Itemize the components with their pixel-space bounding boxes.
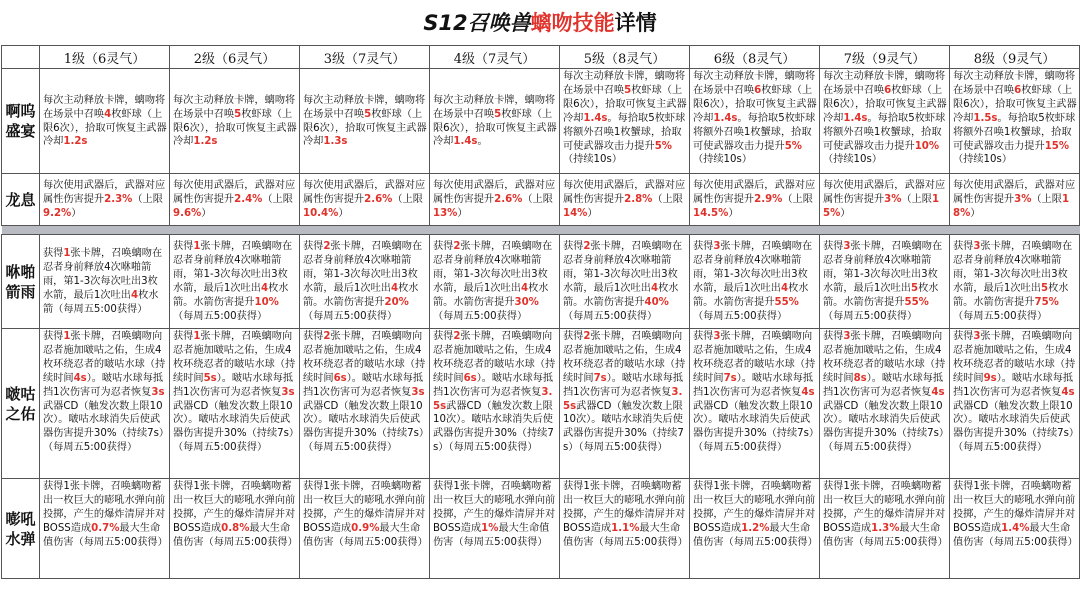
skill-detail-cell: 获得2张卡牌，召唤螭吻在忍者身前释放4次咻啪箭雨，第1-3次每次吐出3枚水箭，最后1次吐出4枚水箭。水箭伤害提升40%（每周五5:00获得） xyxy=(560,235,690,329)
highlight-value: 6s xyxy=(463,372,477,384)
highlight-value: 6 xyxy=(1014,84,1022,96)
highlight-value: 4 xyxy=(650,283,659,294)
skill-detail-cell: 每次主动释放卡牌，螭吻将在场景中召唤5枚虾球（上限6次），拾取可恢复主武器冷却1.2s xyxy=(170,69,300,174)
highlight-value: 6 xyxy=(884,84,892,96)
highlight-value: 0.8% xyxy=(221,522,250,534)
page-title xyxy=(0,0,1080,44)
skill-detail-cell: 获得3张卡牌，召唤螭吻在忍者身前释放4次咻啪箭雨，第1-3次每次吐出3枚水箭，最后1次吐出4枚水箭。水箭伤害提升55%（每周五5:00获得） xyxy=(690,235,820,329)
skill-detail-cell: 每次主动释放卡牌，螭吻将在场景中召唤6枚虾球（上限6次），拾取可恢复主武器冷却1.4s。每拾取5枚虾球将额外召唤1枚蟹球，拾取可使武器攻击力提升10%（持续10s） xyxy=(820,69,950,174)
level-header: 8级（9灵气） xyxy=(950,46,1080,69)
highlight-value: 3s xyxy=(151,386,165,398)
highlight-value: 3s xyxy=(411,386,425,398)
highlight-value: 1.4s xyxy=(713,112,738,124)
highlight-value: 1% xyxy=(481,522,499,534)
skill-name: 咻啪 箭雨 xyxy=(2,235,40,329)
highlight-value: 3% xyxy=(884,194,902,206)
skill-detail-cell: 获得3张卡牌，召唤螭吻在忍者身前释放4次咻啪箭雨，第1-3次每次吐出3枚水箭，最后1次吐出5枚水箭。水箭伤害提升75%（每周五5:00获得） xyxy=(950,235,1080,329)
highlight-value: 5 xyxy=(1040,283,1049,294)
highlight-value: 7s xyxy=(723,372,737,384)
highlight-value: 55% xyxy=(904,296,929,308)
skill-detail-cell: 获得1张卡牌，召唤螭吻向忍者施加啵咕之佑，生成4枚环绕忍者的啵咕水球（持续时间4s）。啵咕水球每抵挡1次伤害可为忍者恢复3s武器CD（触发次数上限10次）。啵咕水球消失后使武器伤害提升30%（持续7s）（每周五5:00获得） xyxy=(40,329,170,479)
skill-detail-cell: 每次使用武器后，武器对应属性伤害提升2.6%（上限10.4%） xyxy=(300,174,430,226)
skill-name: 啵咕 之佑 xyxy=(2,329,40,479)
skill-detail-cell: 获得1张卡牌，召唤螭吻在忍者身前释放4次咻啪箭雨，第1-3次每次吐出3枚水箭，最后1次吐出4枚水箭（每周五5:00获得） xyxy=(40,235,170,329)
highlight-value: 3s xyxy=(281,386,295,398)
highlight-value: 2.6% xyxy=(364,194,393,206)
table-row xyxy=(2,174,1080,226)
level-header: 1级（6灵气） xyxy=(40,46,170,69)
highlight-value: 2.9% xyxy=(754,194,783,206)
level-header: 4级（7灵气） xyxy=(430,46,560,69)
highlight-value: 3 xyxy=(973,331,981,342)
skill-detail-cell: 每次使用武器后，武器对应属性伤害提升2.9%（上限14.5%） xyxy=(690,174,820,226)
highlight-value: 14.5% xyxy=(693,207,729,219)
skill-detail-cell: 获得1张卡牌，召唤螭吻蓄出一枚巨大的嘭吼水弹向前投掷，产生的爆炸清屏并对BOSS造成0.8%最大生命值伤害（每周五5:00获得） xyxy=(170,479,300,579)
highlight-value: 2 xyxy=(323,241,331,253)
skill-detail-cell: 每次主动释放卡牌，螭吻将在场景中召唤5枚虾球（上限6次），拾取可恢复主武器冷却1.3s xyxy=(300,69,430,174)
skill-name: 嘭吼 水弹 xyxy=(2,479,40,579)
highlight-value: 2 xyxy=(583,241,591,253)
highlight-value: 1 xyxy=(193,241,201,253)
skill-detail-cell: 获得1张卡牌，召唤螭吻向忍者施加啵咕之佑，生成4枚环绕忍者的啵咕水球（持续时间5s）。啵咕水球每抵挡1次伤害可为忍者恢复3s武器CD（触发次数上限10次）。啵咕水球消失后使武器伤害提升30%（持续7s）（每周五5:00获得） xyxy=(170,329,300,479)
highlight-value: 5 xyxy=(364,108,372,120)
highlight-value: 1.4s xyxy=(843,112,868,124)
table-row xyxy=(2,235,1080,329)
highlight-value: 4s xyxy=(73,372,87,384)
highlight-value: 4 xyxy=(260,283,269,294)
highlight-value: 3 xyxy=(713,241,721,253)
highlight-value: 9s xyxy=(983,372,997,384)
skill-detail-cell: 获得3张卡牌，召唤螭吻在忍者身前释放4次咻啪箭雨，第1-3次每次吐出3枚水箭，最后1次吐出5枚水箭。水箭伤害提升55%（每周五5:00获得） xyxy=(820,235,950,329)
highlight-value: 1.4s xyxy=(583,112,608,124)
skill-detail-cell: 获得1张卡牌，召唤螭吻在忍者身前释放4次咻啪箭雨，第1-3次每次吐出3枚水箭，最后1次吐出4枚水箭。水箭伤害提升10%（每周五5:00获得） xyxy=(170,235,300,329)
skill-table xyxy=(1,45,1080,579)
highlight-value: 5 xyxy=(234,108,242,120)
skill-detail-cell: 获得2张卡牌，召唤螭吻在忍者身前释放4次咻啪箭雨，第1-3次每次吐出3枚水箭，最后1次吐出4枚水箭。水箭伤害提升30%（每周五5:00获得） xyxy=(430,235,560,329)
highlight-value: 5s xyxy=(203,372,217,384)
skill-detail-cell: 获得2张卡牌，召唤螭吻在忍者身前释放4次咻啪箭雨，第1-3次每次吐出3枚水箭，最后1次吐出4枚水箭。水箭伤害提升20%（每周五5:00获得） xyxy=(300,235,430,329)
highlight-value: 0.7% xyxy=(91,522,120,534)
skill-detail-cell: 每次使用武器后，武器对应属性伤害提升2.3%（上限9.2%） xyxy=(40,174,170,226)
skill-detail-cell: 获得3张卡牌，召唤螭吻向忍者施加啵咕之佑，生成4枚环绕忍者的啵咕水球（持续时间7s）。啵咕水球每抵挡1次伤害可为忍者恢复4s武器CD（触发次数上限10次）。啵咕水球消失后使武器伤害提升30%（持续7s）（每周五5:00获得） xyxy=(690,329,820,479)
highlight-value: 4 xyxy=(780,283,789,294)
highlight-value: 5% xyxy=(654,140,672,152)
highlight-value: 5% xyxy=(784,140,802,152)
highlight-value: 8s xyxy=(853,372,867,384)
skill-detail-cell: 每次主动释放卡牌，螭吻将在场景中召唤5枚虾球（上限6次），拾取可恢复主武器冷却1.4s。每拾取5枚虾球将额外召唤1枚蟹球，拾取可使武器攻击力提升5%（持续10s） xyxy=(560,69,690,174)
highlight-value: 2.4% xyxy=(234,194,263,206)
highlight-value: 2 xyxy=(323,331,331,342)
skill-detail-cell: 每次主动释放卡牌，螭吻将在场景中召唤6枚虾球（上限6次），拾取可恢复主武器冷却1.5s。每拾取5枚虾球将额外召唤1枚蟹球，拾取可使武器攻击力提升15%（持续10s） xyxy=(950,69,1080,174)
skill-detail-cell: 获得2张卡牌，召唤螭吻向忍者施加啵咕之佑，生成4枚环绕忍者的啵咕水球（持续时间6s）。啵咕水球每抵挡1次伤害可为忍者恢复3s武器CD（触发次数上限10次）。啵咕水球消失后使武器伤害提升30%（持续7s）（每周五5:00获得） xyxy=(300,329,430,479)
highlight-value: 15% xyxy=(823,194,940,219)
skill-detail-cell: 每次使用武器后，武器对应属性伤害提升2.6%（上限13%） xyxy=(430,174,560,226)
highlight-value: 1.2% xyxy=(741,522,770,534)
highlight-value: 3 xyxy=(973,241,981,253)
highlight-value: 20% xyxy=(384,296,409,308)
table-row xyxy=(2,69,1080,174)
highlight-value: 2.6% xyxy=(494,194,523,206)
highlight-value: 1.2s xyxy=(193,136,218,148)
highlight-value: 2 xyxy=(583,331,591,342)
skill-detail-cell: 获得1张卡牌，召唤螭吻蓄出一枚巨大的嘭吼水弹向前投掷，产生的爆炸清屏并对BOSS造成1.1%最大生命值伤害（每周五5:00获得） xyxy=(560,479,690,579)
skill-detail-cell: 每次使用武器后，武器对应属性伤害提升2.8%（上限14%） xyxy=(560,174,690,226)
level-header: 2级（6灵气） xyxy=(170,46,300,69)
level-header: 6级（8灵气） xyxy=(690,46,820,69)
skill-detail-cell: 获得1张卡牌，召唤螭吻蓄出一枚巨大的嘭吼水弹向前投掷，产生的爆炸清屏并对BOSS造成0.7%最大生命值伤害（每周五5:00获得） xyxy=(40,479,170,579)
skill-detail-cell: 获得1张卡牌，召唤螭吻蓄出一枚巨大的嘭吼水弹向前投掷，产生的爆炸清屏并对BOSS造成1.2%最大生命值伤害（每周五5:00获得） xyxy=(690,479,820,579)
title-prefix: S12召唤兽 xyxy=(423,11,531,35)
highlight-value: 2 xyxy=(453,241,461,253)
header-row xyxy=(2,46,1080,69)
highlight-value: 10% xyxy=(254,296,279,308)
highlight-value: 18% xyxy=(953,194,1070,219)
highlight-value: 2 xyxy=(453,331,461,342)
highlight-value: 30% xyxy=(514,296,539,308)
highlight-value: 6s xyxy=(333,372,347,384)
highlight-value: 5 xyxy=(624,84,632,96)
skill-detail-cell: 获得1张卡牌，召唤螭吻蓄出一枚巨大的嘭吼水弹向前投掷，产生的爆炸清屏并对BOSS造成0.9%最大生命值伤害（每周五5:00获得） xyxy=(300,479,430,579)
highlight-value: 75% xyxy=(1034,296,1059,308)
highlight-value: 3% xyxy=(1014,194,1032,206)
skill-detail-cell: 获得1张卡牌，召唤螭吻蓄出一枚巨大的嘭吼水弹向前投掷，产生的爆炸清屏并对BOSS造成1.4%最大生命值伤害（每周五5:00获得） xyxy=(950,479,1080,579)
highlight-value: 4s xyxy=(931,386,945,398)
skill-detail-cell: 获得1张卡牌，召唤螭吻蓄出一枚巨大的嘭吼水弹向前投掷，产生的爆炸清屏并对BOSS造成1%最大生命值伤害（每周五5:00获得） xyxy=(430,479,560,579)
highlight-value: 15% xyxy=(1044,140,1070,152)
highlight-value: 1.4s xyxy=(453,136,478,148)
table-row xyxy=(2,329,1080,479)
highlight-value: 1.3s xyxy=(323,136,348,148)
corner-cell xyxy=(2,46,40,69)
highlight-value: 1.1% xyxy=(611,522,640,534)
table-row xyxy=(2,479,1080,579)
level-header: 3级（7灵气） xyxy=(300,46,430,69)
highlight-value: 0.9% xyxy=(351,522,380,534)
highlight-value: 4 xyxy=(520,283,529,294)
highlight-value: 7s xyxy=(593,372,607,384)
skill-detail-cell: 获得3张卡牌，召唤螭吻向忍者施加啵咕之佑，生成4枚环绕忍者的啵咕水球（持续时间8s）。啵咕水球每抵挡1次伤害可为忍者恢复4s武器CD（触发次数上限10次）。啵咕水球消失后使武器伤害提升30%（持续7s）（每周五5:00获得） xyxy=(820,329,950,479)
highlight-value: 2.8% xyxy=(624,194,653,206)
skill-name: 啊呜 盛宴 xyxy=(2,69,40,174)
title-suffix: 详情 xyxy=(614,11,657,35)
skill-detail-cell: 每次使用武器后，武器对应属性伤害提升3%（上限15%） xyxy=(820,174,950,226)
highlight-value: 3.5s xyxy=(433,386,553,412)
skill-detail-cell: 获得3张卡牌，召唤螭吻向忍者施加啵咕之佑，生成4枚环绕忍者的啵咕水球（持续时间9s）。啵咕水球每抵挡1次伤害可为忍者恢复4s武器CD（触发次数上限10次）。啵咕水球消失后使武器伤害提升30%（持续7s）（每周五5:00获得） xyxy=(950,329,1080,479)
highlight-value: 4 xyxy=(390,283,399,294)
highlight-value: 55% xyxy=(774,296,799,308)
skill-detail-cell: 每次主动释放卡牌，螭吻将在场景中召唤4枚虾球（上限6次），拾取可恢复主武器冷却1.2s xyxy=(40,69,170,174)
highlight-value: 9.6% xyxy=(173,207,202,219)
highlight-value: 10.4% xyxy=(303,207,339,219)
highlight-value: 2.3% xyxy=(104,194,133,206)
highlight-value: 3 xyxy=(843,241,851,253)
highlight-value: 4 xyxy=(130,289,139,301)
skill-detail-cell: 每次主动释放卡牌，螭吻将在场景中召唤5枚虾球（上限6次），拾取可恢复主武器冷却1.4s。 xyxy=(430,69,560,174)
highlight-value: 3.5s xyxy=(563,386,683,412)
skill-detail-cell: 每次主动释放卡牌，螭吻将在场景中召唤6枚虾球（上限6次），拾取可恢复主武器冷却1.4s。每拾取5枚虾球将额外召唤1枚蟹球，拾取可使武器攻击力提升5%（持续10s） xyxy=(690,69,820,174)
highlight-value: 14% xyxy=(563,207,588,219)
skill-detail-cell: 获得2张卡牌，召唤螭吻向忍者施加啵咕之佑，生成4枚环绕忍者的啵咕水球（持续时间7s）。啵咕水球每抵挡1次伤害可为忍者恢复3.5s武器CD（触发次数上限10次）。啵咕水球消失后使武器伤害提升30%（持续7s）（每周五5:00获得） xyxy=(560,329,690,479)
highlight-value: 1 xyxy=(63,248,71,260)
highlight-value: 3 xyxy=(843,331,851,342)
highlight-value: 3 xyxy=(713,331,721,342)
level-header: 7级（9灵气） xyxy=(820,46,950,69)
highlight-value: 4 xyxy=(104,108,112,120)
title-highlight: 螭吻技能 xyxy=(530,11,615,35)
highlight-value: 5 xyxy=(494,108,502,120)
skill-name: 龙息 xyxy=(2,174,40,226)
highlight-value: 5 xyxy=(910,283,919,294)
highlight-value: 9.2% xyxy=(43,207,72,219)
skill-detail-cell: 获得2张卡牌，召唤螭吻向忍者施加啵咕之佑，生成4枚环绕忍者的啵咕水球（持续时间6s）。啵咕水球每抵挡1次伤害可为忍者恢复3.5s武器CD（触发次数上限10次）。啵咕水球消失后使武器伤害提升30%（持续7s）（每周五5:00获得） xyxy=(430,329,560,479)
skill-detail-cell: 每次使用武器后，武器对应属性伤害提升3%（上限18%） xyxy=(950,174,1080,226)
highlight-value: 40% xyxy=(644,296,669,308)
highlight-value: 4s xyxy=(1061,386,1075,398)
highlight-value: 13% xyxy=(433,207,458,219)
highlight-value: 10% xyxy=(914,140,940,152)
highlight-value: 1 xyxy=(193,331,201,342)
highlight-value: 1.3% xyxy=(871,522,900,534)
highlight-value: 1.2s xyxy=(63,136,88,148)
section-divider xyxy=(2,226,1080,235)
highlight-value: 6 xyxy=(754,84,762,96)
skill-detail-cell: 获得1张卡牌，召唤螭吻蓄出一枚巨大的嘭吼水弹向前投掷，产生的爆炸清屏并对BOSS造成1.3%最大生命值伤害（每周五5:00获得） xyxy=(820,479,950,579)
highlight-value: 4s xyxy=(801,386,815,398)
level-header: 5级（8灵气） xyxy=(560,46,690,69)
skill-detail-cell: 每次使用武器后，武器对应属性伤害提升2.4%（上限9.6%） xyxy=(170,174,300,226)
highlight-value: 1.4% xyxy=(1001,522,1030,534)
highlight-value: 1 xyxy=(63,331,71,342)
highlight-value: 1.5s xyxy=(973,112,998,124)
